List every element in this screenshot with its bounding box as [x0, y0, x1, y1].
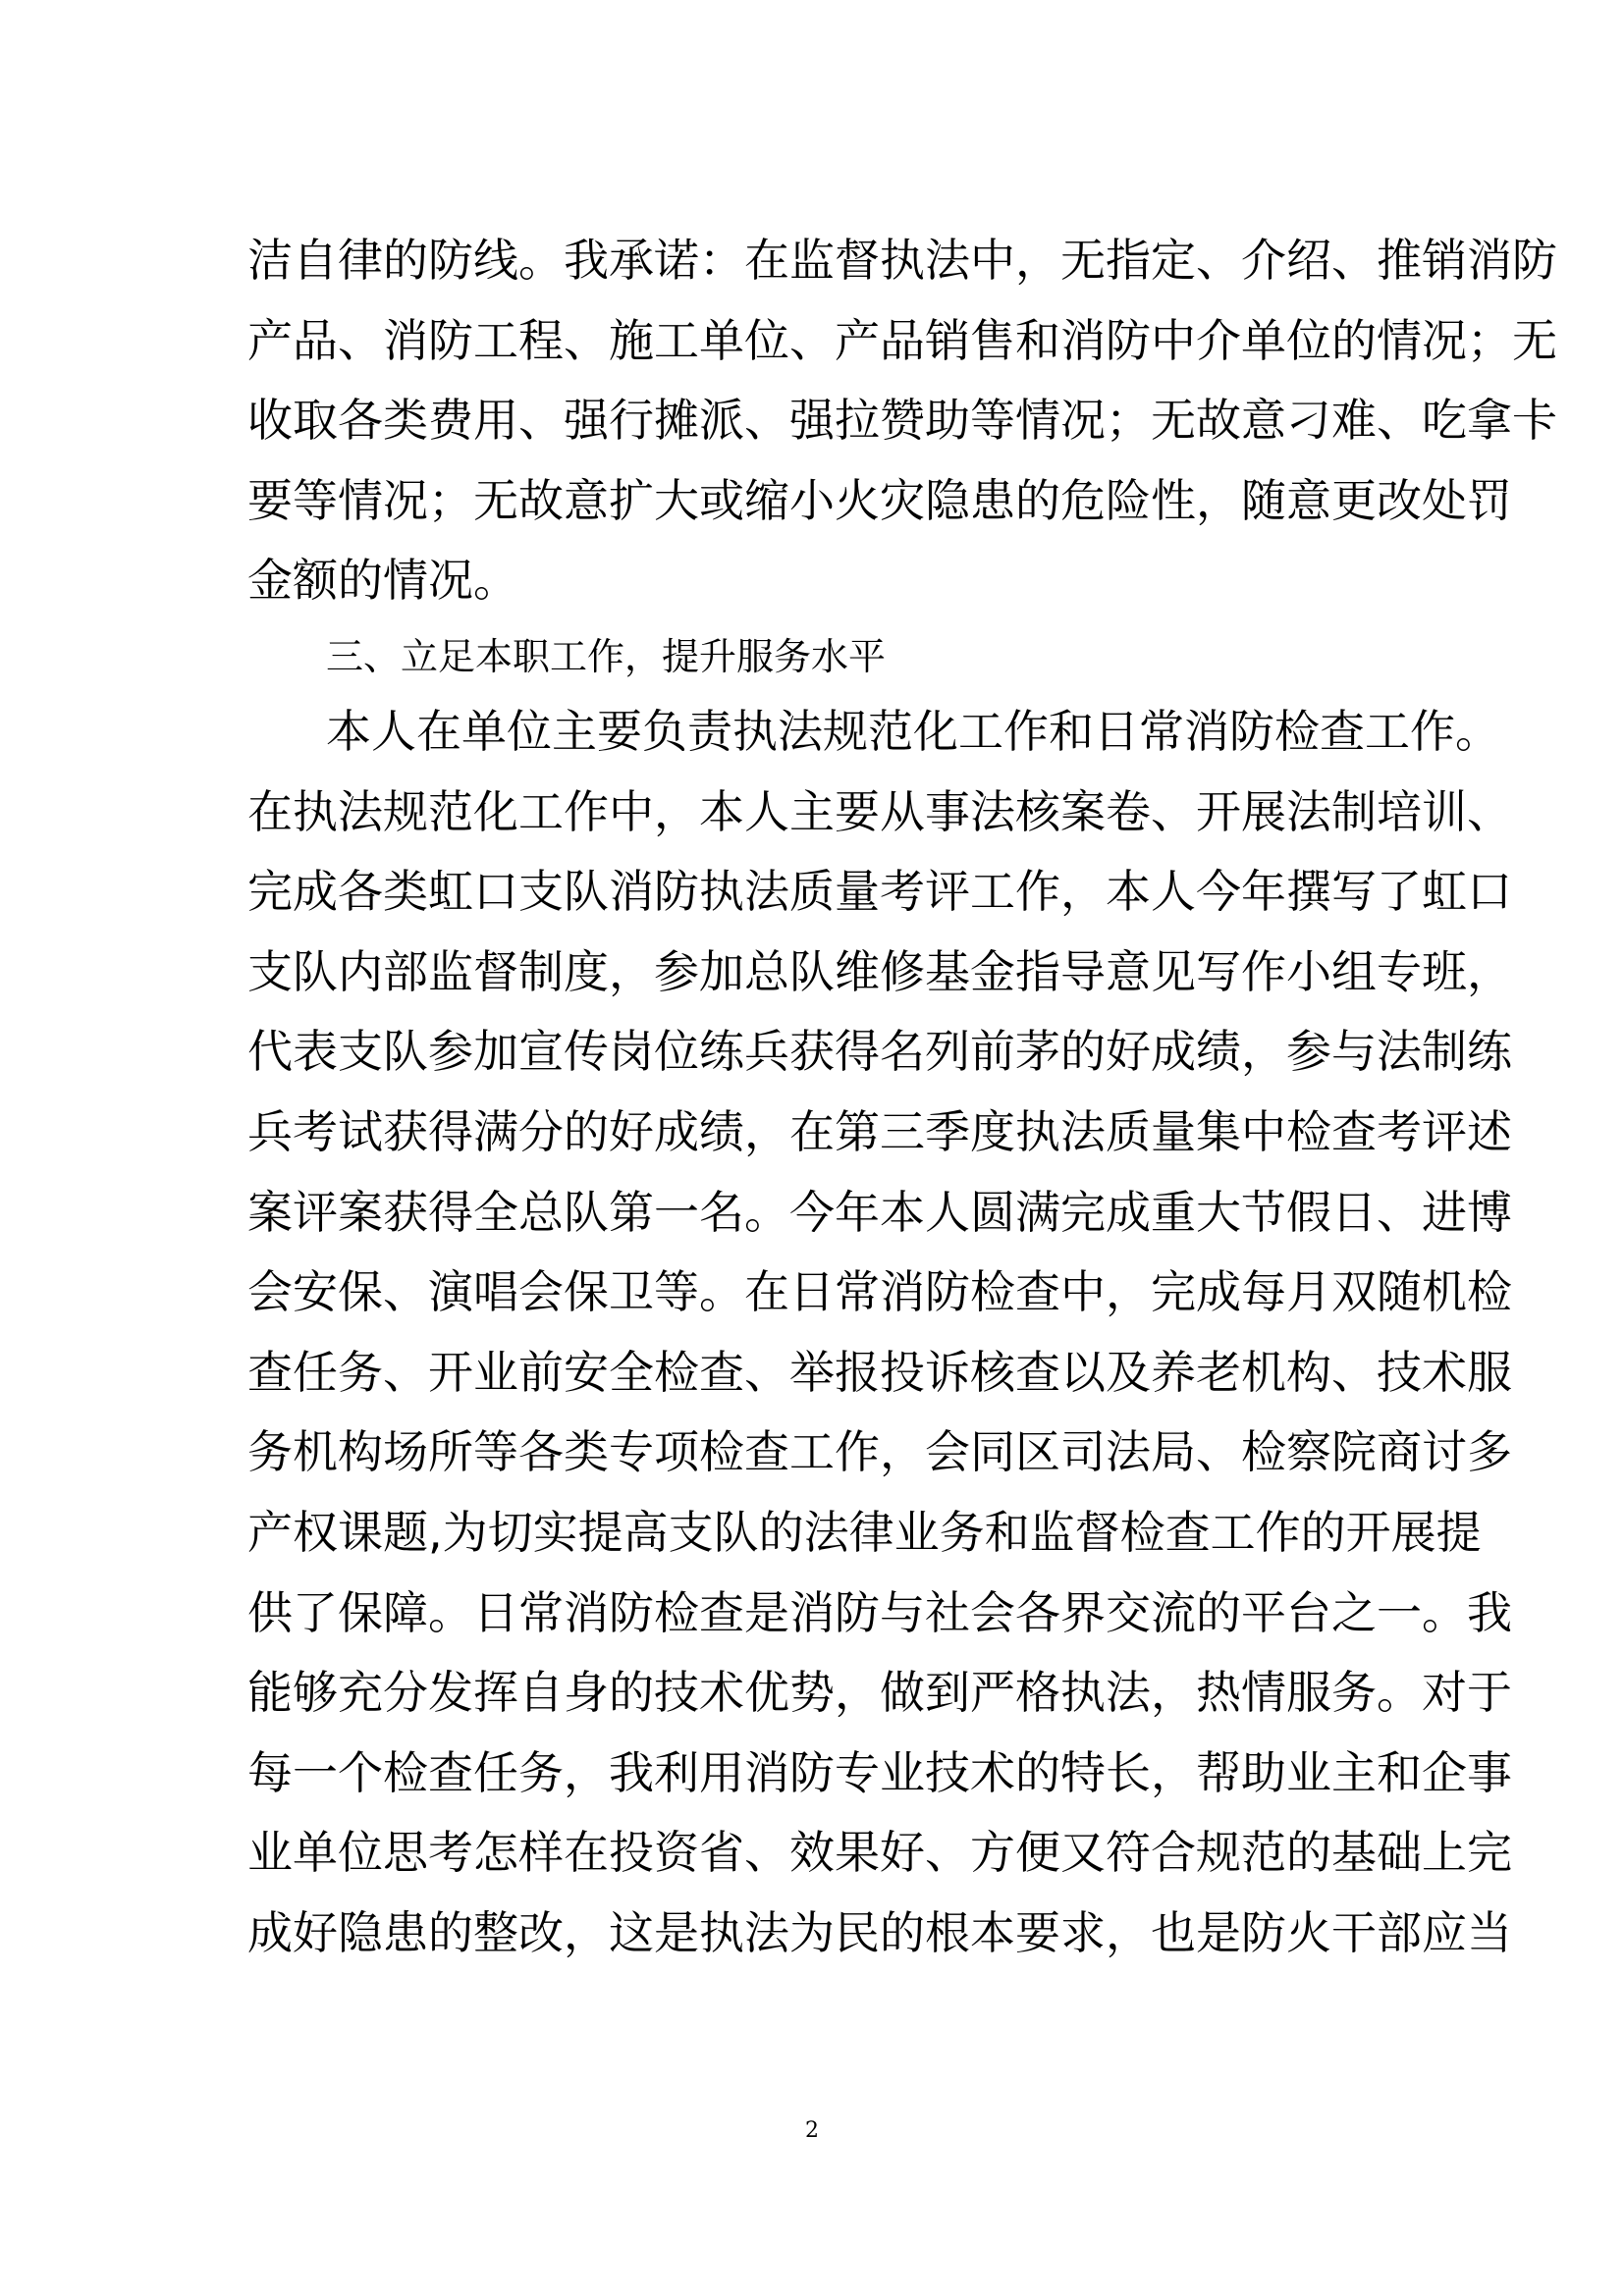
text-line: 会安保、演唱会保卫等。在日常消防检查中，完成每月双随机检 [247, 1265, 1512, 1319]
text-line: 产品、消防工程、施工单位、产品销售和消防中介单位的情况；无 [247, 313, 1557, 367]
text-line: 兵考试获得满分的好成绩，在第三季度执法质量集中检查考评述 [247, 1104, 1512, 1158]
text-line: 完成各类虹口支队消防执法质量考评工作，本人今年撰写了虹口 [247, 865, 1512, 919]
text-line: 供了保障。日常消防检查是消防与社会各界交流的平台之一。我 [247, 1585, 1512, 1639]
text-line: 案评案获得全总队第一名。今年本人圆满完成重大节假日、进博 [247, 1185, 1512, 1239]
text-line: 业单位思考怎样在投资省、效果好、方便又符合规范的基础上完 [247, 1826, 1512, 1880]
text-line: 在执法规范化工作中，本人主要从事法核案卷、开展法制培训、 [247, 784, 1512, 838]
text-line: 能够充分发挥自身的技术优势，做到严格执法，热情服务。对于 [247, 1666, 1512, 1720]
body-text [247, 221, 1557, 1973]
text-line: 务机构场所等各类专项检查工作，会同区司法局、检察院商讨多 [247, 1425, 1512, 1479]
section-heading: 三、立足本职工作，提升服务水平 [326, 634, 887, 678]
text-line: 成好隐患的整改，这是执法为民的根本要求，也是防火干部应当 [247, 1905, 1512, 1959]
text-line: 支队内部监督制度，参加总队维修基金指导意见写作小组专班， [247, 944, 1512, 998]
text-line: 产权课题,为切实提高支队的法律业务和监督检查工作的开展提 [247, 1505, 1482, 1559]
text-line: 每一个检查任务，我利用消防专业技术的特长，帮助业主和企事 [247, 1745, 1512, 1799]
page-number: 2 [805, 2118, 819, 2143]
text-line: 金额的情况。 [247, 554, 518, 608]
text-line: 洁自律的防线。我承诺：在监督执法中，无指定、介绍、推销消防 [247, 234, 1557, 287]
text-line: 代表支队参加宣传岗位练兵获得名列前茅的好成绩，参与法制练 [247, 1025, 1512, 1079]
text-line: 要等情况；无故意扩大或缩小火灾隐患的危险性，随意更改处罚 [247, 473, 1512, 527]
text-line: 收取各类费用、强行摊派、强拉赞助等情况；无故意刁难、吃拿卡 [247, 394, 1557, 448]
paragraph-first-line: 本人在单位主要负责执法规范化工作和日常消防检查工作。 [326, 704, 1500, 758]
text-line: 查任务、开业前安全检查、举报投诉核查以及养老机构、技术服 [247, 1345, 1512, 1399]
